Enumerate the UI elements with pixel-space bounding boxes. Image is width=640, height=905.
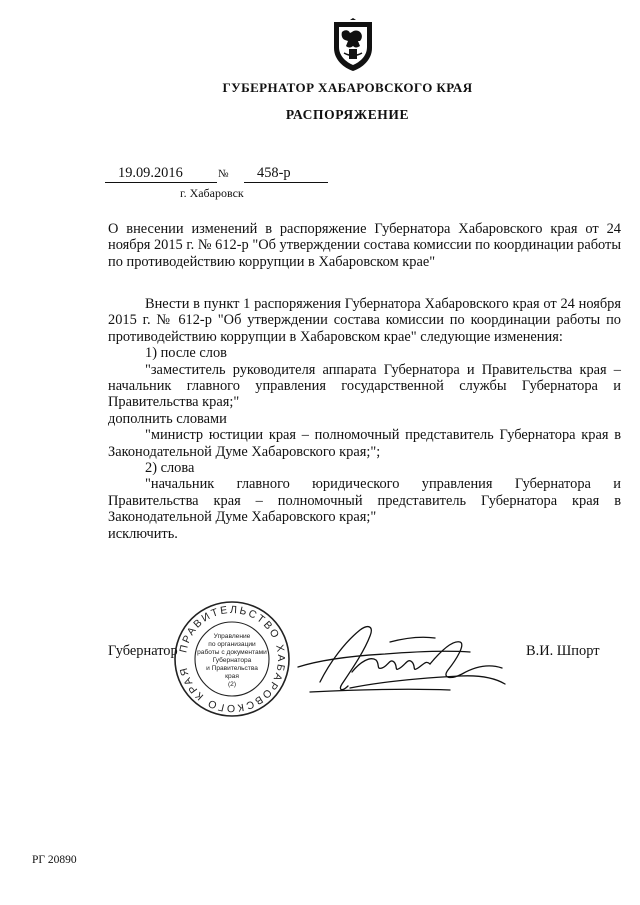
- seal-line: по организации: [208, 641, 256, 648]
- seal-line: и Правительства: [206, 665, 258, 672]
- signatory-title: Губернатор: [108, 643, 178, 659]
- number-underline: [244, 182, 328, 183]
- seal-ring-text: ПРАВИТЕЛЬСТВО ХАБАРОВСКОГО КРАЯ: [177, 603, 288, 715]
- date-underline: [105, 182, 217, 183]
- document-body: [108, 296, 621, 542]
- body-intro: Внести в пункт 1 распоряжения Губернатора Хабаровского края от 24 ноября 2015 г. № 612-р "Об утверждении состава комиссии по координации работы по противодействию коррупции в Хабаровском крае" следующие изменения:: [108, 296, 621, 345]
- seal-line: работы с документами: [197, 649, 267, 656]
- body-quote-3: "начальник главного юридического управления Губернатора и Правительства края – полномочный представитель Губернатора края в Законодательной Думе Хабаровского края;": [108, 476, 621, 526]
- number-sign: №: [218, 168, 229, 180]
- document-date: 19.09.2016: [118, 165, 183, 181]
- body-exclude: исключить.: [108, 525, 178, 542]
- khabarovsk-coat-of-arms-icon: [330, 18, 376, 72]
- body-quote-2: "министр юстиции края – полномочный представитель Губернатора края в Законодательной Думе Хабаровского края;";: [108, 427, 621, 460]
- document-type-title: РАСПОРЯЖЕНИЕ: [285, 107, 410, 122]
- seal-line: Управление: [213, 633, 251, 640]
- seal-line: края: [225, 673, 239, 680]
- body-quote-1: "заместитель руководителя аппарата Губернатора и Правительства края – начальник главного управления государственной службы Губернатора и Правительства края;": [108, 361, 621, 411]
- body-add-words: дополнить словами: [108, 410, 227, 427]
- handwritten-signature: [290, 612, 515, 702]
- issuing-authority: ГУБЕРНАТОР ХАБАРОВСКОГО КРАЯ: [222, 80, 473, 95]
- body-item-1: 1) после слов: [145, 345, 227, 362]
- seal-line: (2): [227, 681, 237, 688]
- document-city: г. Хабаровск: [180, 186, 244, 200]
- body-item-2: 2) слова: [145, 460, 195, 477]
- official-seal-stamp: [171, 598, 293, 720]
- seal-line: Губернатора: [212, 657, 252, 664]
- document-number: 458-р: [257, 165, 291, 181]
- signatory-name: В.И. Шпорт: [526, 643, 600, 659]
- registration-number: РГ 20890: [32, 854, 77, 866]
- document-subject: О внесении изменений в распоряжение Губернатора Хабаровского края от 24 ноября 2015 г. № 612-р "Об утверждении состава комиссии по координации работы по противодействию коррупции в Хабаровском крае": [108, 221, 622, 270]
